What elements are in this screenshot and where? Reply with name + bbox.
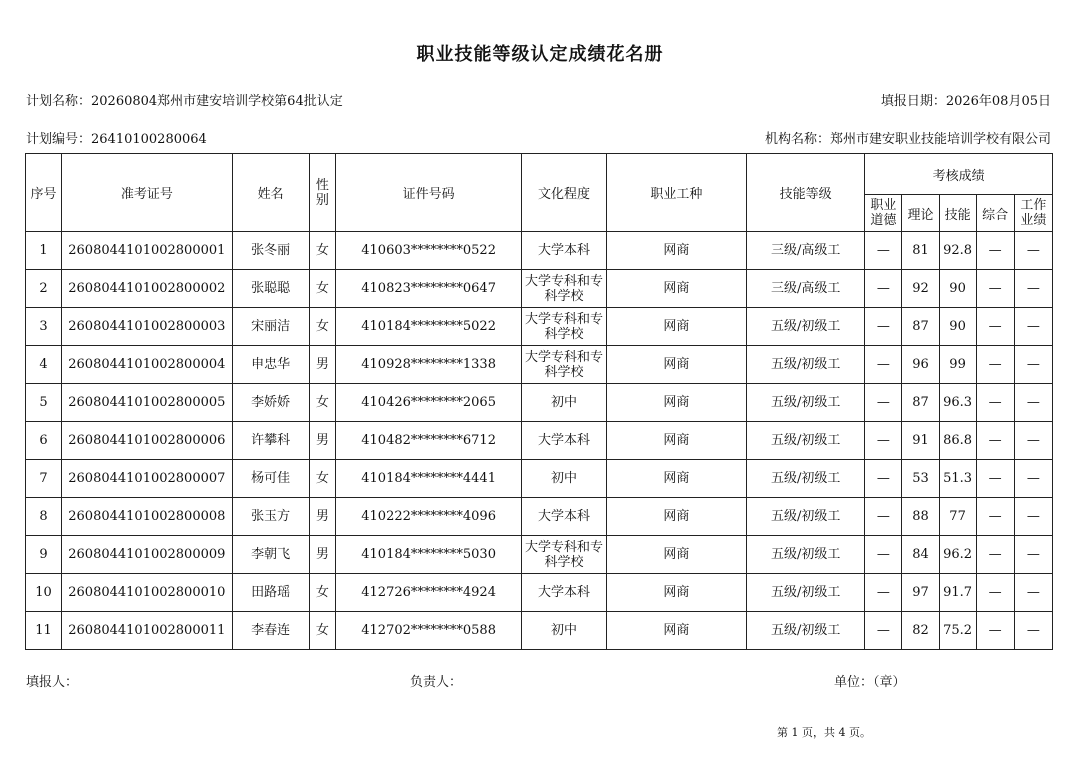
header-id-no: 证件号码: [335, 154, 522, 232]
cell-occupation: 网商: [606, 270, 746, 308]
cell-gender: 女: [309, 384, 335, 422]
cell-skill-level: 五级/初级工: [747, 612, 865, 650]
cell-seq: 4: [26, 346, 62, 384]
cell-seq: 10: [26, 574, 62, 612]
cell-work-performance: —: [1014, 270, 1052, 308]
header-skill: 技能: [939, 195, 976, 232]
cell-name: 李春连: [232, 612, 309, 650]
cell-exam-no: 2608044101002800011: [62, 612, 232, 650]
cell-theory: 81: [902, 232, 939, 270]
cell-skill-level: 五级/初级工: [747, 460, 865, 498]
page-number: 第 1 页，共 4 页。: [777, 726, 871, 739]
fill-date: 填报日期：2026年08月05日: [880, 94, 1051, 109]
responsible-label: 负责人：: [410, 675, 463, 690]
cell-occupation: 网商: [606, 498, 746, 536]
cell-comprehensive: —: [976, 232, 1014, 270]
plan-name: 计划名称：20260804郑州市建安培训学校第64批认定: [26, 94, 343, 109]
header-comprehensive: 综合: [976, 195, 1014, 232]
table-row: [26, 460, 1053, 498]
cell-comprehensive: —: [976, 270, 1014, 308]
cell-theory: 53: [902, 460, 939, 498]
cell-name: 杨可佳: [232, 460, 309, 498]
header-occupation: 职业工种: [606, 154, 746, 232]
cell-gender: 女: [309, 460, 335, 498]
cell-gender: 女: [309, 308, 335, 346]
cell-exam-no: 2608044101002800005: [62, 384, 232, 422]
cell-skill-level: 五级/初级工: [747, 346, 865, 384]
cell-skill: 92.8: [939, 232, 976, 270]
cell-name: 李朝飞: [232, 536, 309, 574]
cell-comprehensive: —: [976, 422, 1014, 460]
score-roster-table: [25, 153, 1053, 650]
cell-id-no: 410184********5030: [335, 536, 522, 574]
cell-ethics: —: [865, 498, 902, 536]
cell-skill: 75.2: [939, 612, 976, 650]
cell-gender: 女: [309, 612, 335, 650]
cell-skill-level: 五级/初级工: [747, 422, 865, 460]
cell-gender: 男: [309, 422, 335, 460]
cell-skill: 91.7: [939, 574, 976, 612]
cell-id-no: 410482********6712: [335, 422, 522, 460]
cell-name: 田路瑶: [232, 574, 309, 612]
cell-skill-level: 三级/高级工: [747, 232, 865, 270]
cell-work-performance: —: [1014, 498, 1052, 536]
cell-theory: 88: [902, 498, 939, 536]
cell-seq: 3: [26, 308, 62, 346]
cell-education: 大学本科: [522, 498, 606, 536]
cell-id-no: 410426********2065: [335, 384, 522, 422]
cell-comprehensive: —: [976, 498, 1014, 536]
cell-skill: 86.8: [939, 422, 976, 460]
cell-seq: 8: [26, 498, 62, 536]
header-skill-level: 技能等级: [747, 154, 865, 232]
cell-comprehensive: —: [976, 536, 1014, 574]
cell-work-performance: —: [1014, 422, 1052, 460]
cell-name: 李娇娇: [232, 384, 309, 422]
cell-id-no: 410184********5022: [335, 308, 522, 346]
cell-id-no: 410184********4441: [335, 460, 522, 498]
cell-exam-no: 2608044101002800003: [62, 308, 232, 346]
cell-name: 张聪聪: [232, 270, 309, 308]
header-education: 文化程度: [522, 154, 606, 232]
cell-education: 大学专科和专科学校: [522, 308, 606, 346]
cell-seq: 9: [26, 536, 62, 574]
header-theory: 理论: [902, 195, 939, 232]
cell-name: 张冬丽: [232, 232, 309, 270]
cell-gender: 女: [309, 270, 335, 308]
cell-theory: 91: [902, 422, 939, 460]
organization-name: 机构名称：郑州市建安职业技能培训学校有限公司: [764, 132, 1051, 147]
cell-gender: 女: [309, 232, 335, 270]
cell-comprehensive: —: [976, 308, 1014, 346]
cell-ethics: —: [865, 308, 902, 346]
cell-occupation: 网商: [606, 536, 746, 574]
cell-work-performance: —: [1014, 308, 1052, 346]
table-row: [26, 384, 1053, 422]
cell-exam-no: 2608044101002800009: [62, 536, 232, 574]
cell-education: 大学专科和专科学校: [522, 536, 606, 574]
cell-exam-no: 2608044101002800010: [62, 574, 232, 612]
cell-comprehensive: —: [976, 574, 1014, 612]
cell-exam-no: 2608044101002800008: [62, 498, 232, 536]
filler-label: 填报人：: [26, 675, 79, 690]
cell-occupation: 网商: [606, 460, 746, 498]
cell-comprehensive: —: [976, 612, 1014, 650]
table-row: [26, 308, 1053, 346]
cell-name: 申忠华: [232, 346, 309, 384]
table-row: [26, 574, 1053, 612]
cell-skill: 51.3: [939, 460, 976, 498]
cell-work-performance: —: [1014, 460, 1052, 498]
header-gender: 性别: [309, 154, 335, 232]
cell-id-no: 412726********4924: [335, 574, 522, 612]
cell-theory: 84: [902, 536, 939, 574]
cell-theory: 92: [902, 270, 939, 308]
cell-work-performance: —: [1014, 612, 1052, 650]
cell-gender: 男: [309, 346, 335, 384]
cell-theory: 87: [902, 308, 939, 346]
cell-occupation: 网商: [606, 422, 746, 460]
cell-skill-level: 五级/初级工: [747, 536, 865, 574]
table-body: [26, 232, 1053, 650]
cell-ethics: —: [865, 612, 902, 650]
cell-exam-no: 2608044101002800007: [62, 460, 232, 498]
cell-seq: 5: [26, 384, 62, 422]
cell-seq: 1: [26, 232, 62, 270]
cell-skill-level: 五级/初级工: [747, 384, 865, 422]
cell-skill: 96.3: [939, 384, 976, 422]
cell-seq: 11: [26, 612, 62, 650]
plan-number: 计划编号：26410100280064: [26, 132, 207, 147]
cell-theory: 97: [902, 574, 939, 612]
cell-ethics: —: [865, 460, 902, 498]
cell-education: 大学本科: [522, 232, 606, 270]
cell-work-performance: —: [1014, 536, 1052, 574]
table-row: [26, 346, 1053, 384]
table-row: [26, 232, 1053, 270]
cell-gender: 男: [309, 498, 335, 536]
cell-ethics: —: [865, 574, 902, 612]
header-seq: 序号: [26, 154, 62, 232]
cell-education: 初中: [522, 384, 606, 422]
table-row: [26, 536, 1053, 574]
cell-gender: 男: [309, 536, 335, 574]
cell-skill: 99: [939, 346, 976, 384]
cell-ethics: —: [865, 346, 902, 384]
cell-id-no: 410823********0647: [335, 270, 522, 308]
cell-skill: 96.2: [939, 536, 976, 574]
cell-seq: 7: [26, 460, 62, 498]
header-name: 姓名: [232, 154, 309, 232]
cell-comprehensive: —: [976, 460, 1014, 498]
header-scores: 考核成绩: [865, 154, 1053, 195]
cell-skill-level: 三级/高级工: [747, 270, 865, 308]
header-exam-no: 准考证号: [62, 154, 232, 232]
cell-name: 宋丽洁: [232, 308, 309, 346]
cell-education: 大学本科: [522, 574, 606, 612]
table-row: [26, 498, 1053, 536]
cell-id-no: 410928********1338: [335, 346, 522, 384]
cell-id-no: 412702********0588: [335, 612, 522, 650]
cell-ethics: —: [865, 232, 902, 270]
cell-name: 张玉方: [232, 498, 309, 536]
cell-skill-level: 五级/初级工: [747, 574, 865, 612]
unit-seal-label: 单位：（章）: [834, 675, 906, 690]
cell-exam-no: 2608044101002800001: [62, 232, 232, 270]
cell-comprehensive: —: [976, 346, 1014, 384]
cell-occupation: 网商: [606, 308, 746, 346]
cell-work-performance: —: [1014, 574, 1052, 612]
cell-occupation: 网商: [606, 612, 746, 650]
cell-seq: 6: [26, 422, 62, 460]
cell-work-performance: —: [1014, 346, 1052, 384]
table-row: [26, 612, 1053, 650]
cell-ethics: —: [865, 422, 902, 460]
cell-seq: 2: [26, 270, 62, 308]
table-row: [26, 422, 1053, 460]
cell-exam-no: 2608044101002800004: [62, 346, 232, 384]
cell-gender: 女: [309, 574, 335, 612]
cell-exam-no: 2608044101002800006: [62, 422, 232, 460]
cell-occupation: 网商: [606, 384, 746, 422]
cell-occupation: 网商: [606, 346, 746, 384]
cell-skill-level: 五级/初级工: [747, 308, 865, 346]
cell-ethics: —: [865, 536, 902, 574]
cell-theory: 96: [902, 346, 939, 384]
cell-ethics: —: [865, 270, 902, 308]
header-work-performance: 工作业绩: [1014, 195, 1052, 232]
cell-theory: 87: [902, 384, 939, 422]
cell-id-no: 410603********0522: [335, 232, 522, 270]
cell-skill: 90: [939, 270, 976, 308]
cell-education: 大学本科: [522, 422, 606, 460]
table-row: [26, 270, 1053, 308]
cell-theory: 82: [902, 612, 939, 650]
cell-skill-level: 五级/初级工: [747, 498, 865, 536]
cell-skill: 77: [939, 498, 976, 536]
header-ethics: 职业道德: [865, 195, 902, 232]
cell-work-performance: —: [1014, 384, 1052, 422]
cell-skill: 90: [939, 308, 976, 346]
cell-ethics: —: [865, 384, 902, 422]
cell-education: 大学专科和专科学校: [522, 270, 606, 308]
cell-exam-no: 2608044101002800002: [62, 270, 232, 308]
cell-education: 初中: [522, 460, 606, 498]
cell-occupation: 网商: [606, 232, 746, 270]
cell-work-performance: —: [1014, 232, 1052, 270]
cell-occupation: 网商: [606, 574, 746, 612]
cell-comprehensive: —: [976, 384, 1014, 422]
cell-name: 许攀科: [232, 422, 309, 460]
cell-id-no: 410222********4096: [335, 498, 522, 536]
cell-education: 初中: [522, 612, 606, 650]
cell-education: 大学专科和专科学校: [522, 346, 606, 384]
page-title: 职业技能等级认定成绩花名册: [416, 44, 664, 65]
